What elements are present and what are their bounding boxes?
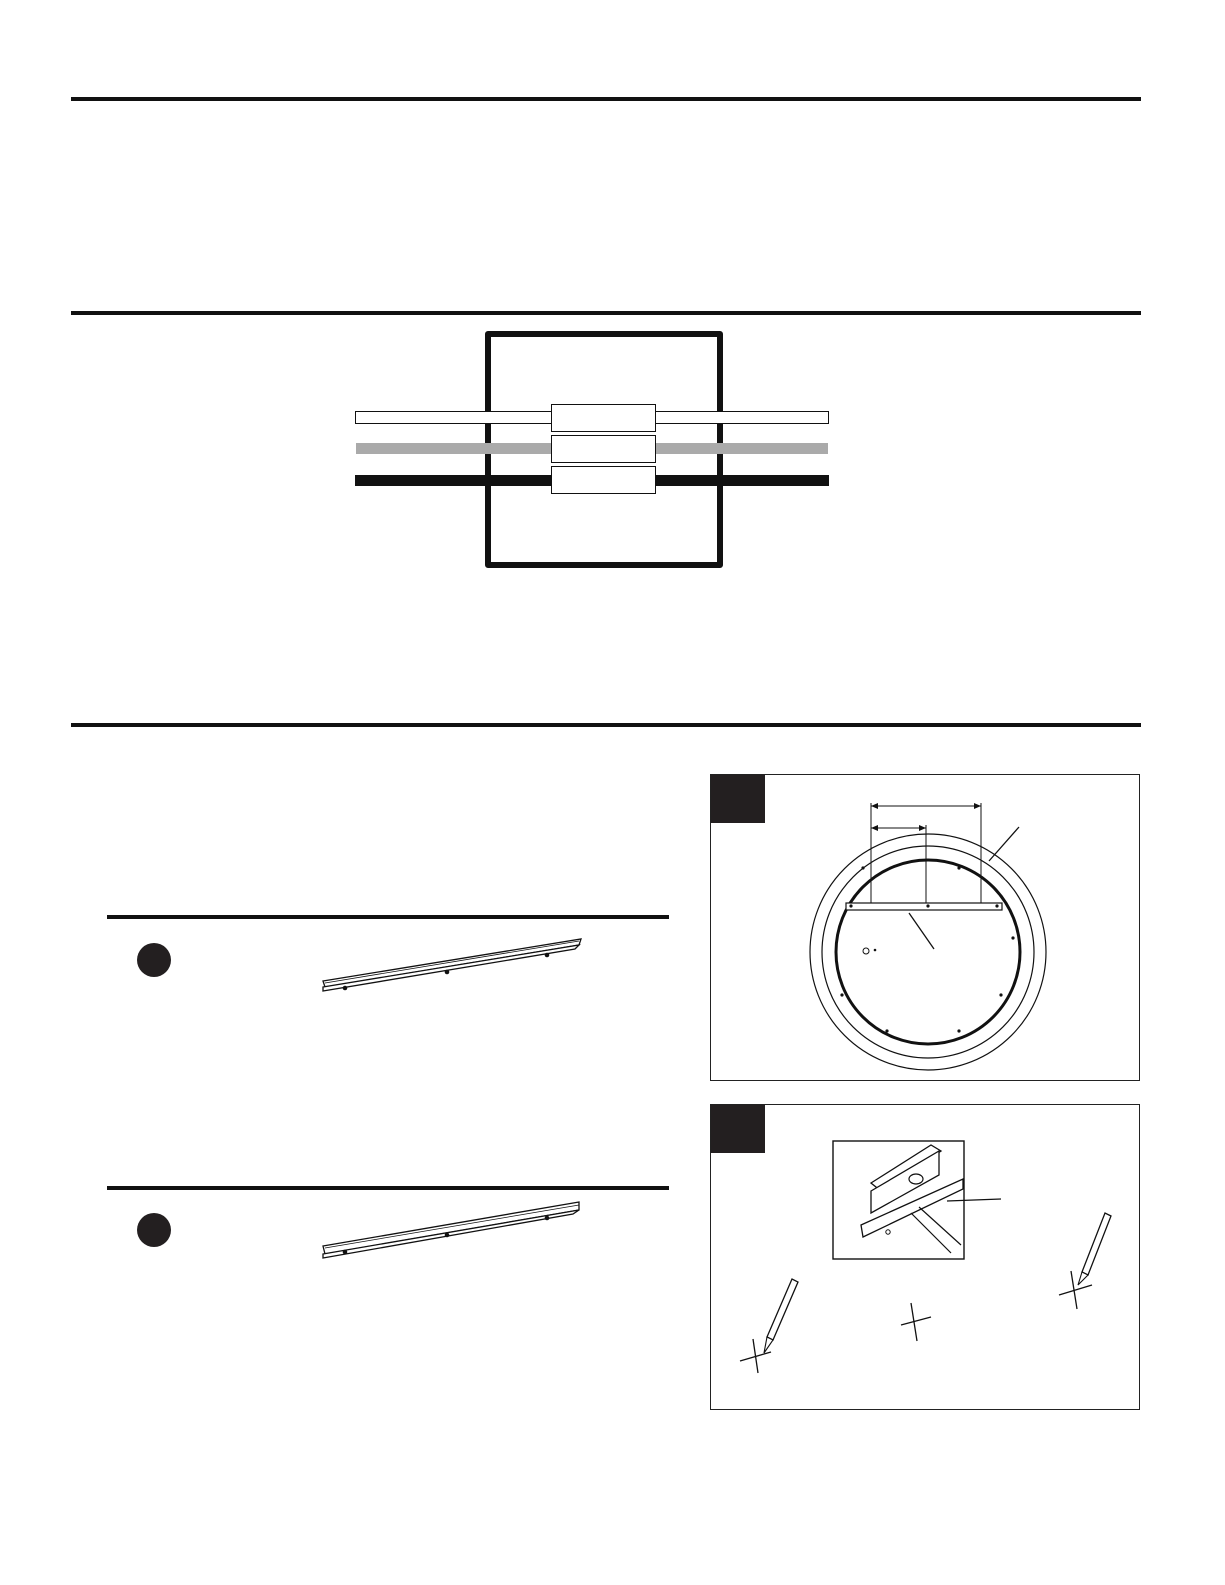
step-2: [107, 1186, 669, 1306]
step-2-rule: [107, 1186, 669, 1190]
section-rule-lower: [71, 723, 1141, 727]
wire-connector-gray: [551, 435, 656, 463]
circular-fixture-icon: [711, 775, 1139, 1080]
mounting-bar-icon: [317, 1194, 587, 1264]
step-2-marker: [137, 1213, 171, 1247]
pencil-marking-icon: [711, 1105, 1139, 1409]
wire-connector-black: [551, 466, 656, 494]
step-1: [107, 915, 669, 1035]
wire-connector-white: [551, 404, 656, 432]
step-1-marker: [137, 943, 171, 977]
figure-pencil-marking: [710, 1104, 1140, 1410]
wiring-diagram: [0, 0, 1225, 600]
figure-circular-fixture: [710, 774, 1140, 1081]
mounting-bar-icon: [317, 925, 587, 995]
step-1-rule: [107, 915, 669, 919]
